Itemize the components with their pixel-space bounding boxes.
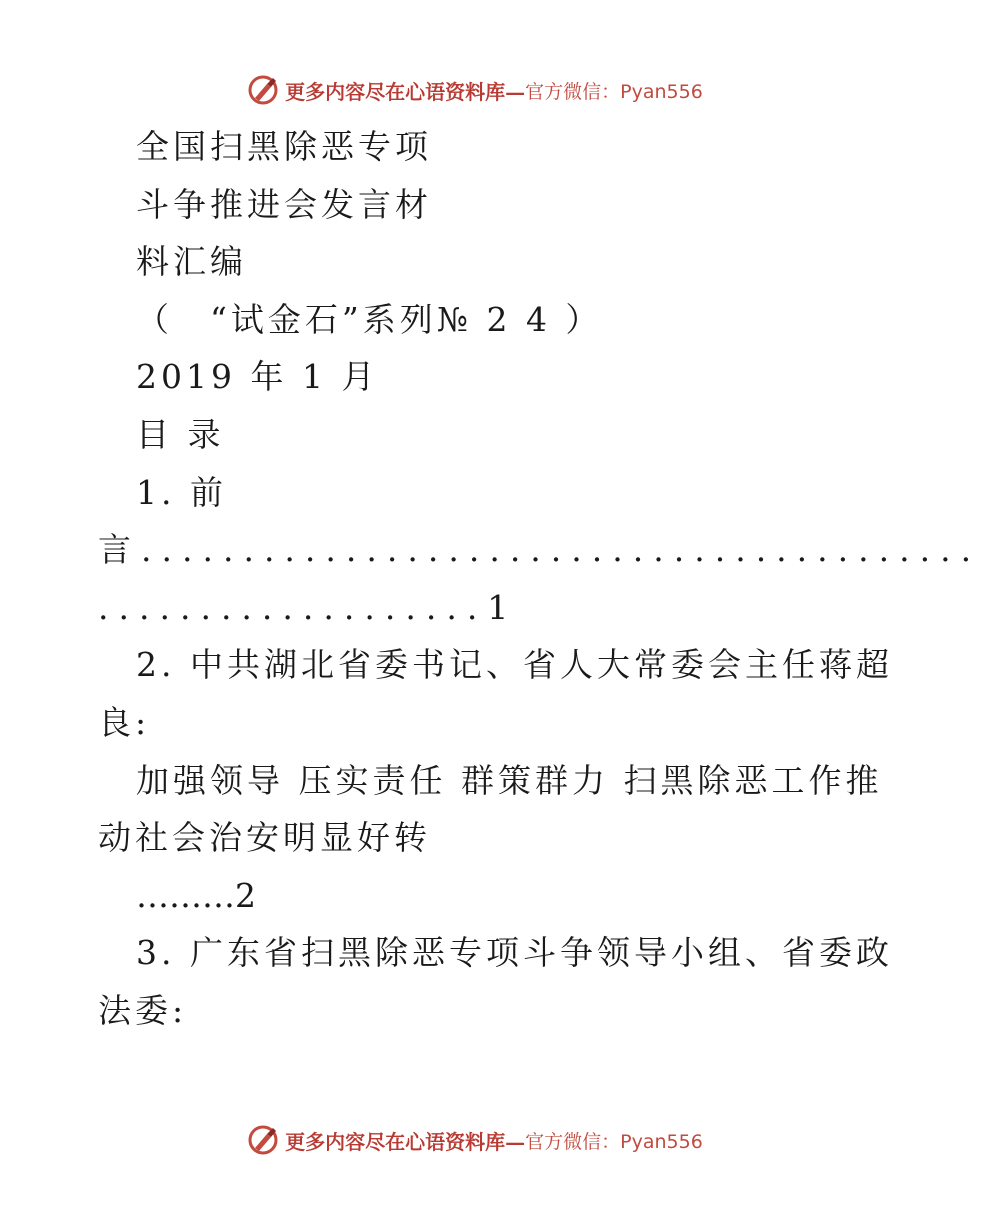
toc-item-3-line-1: 3. 广东省扫黑除恶专项斗争领导小组、省委政 <box>136 933 893 973</box>
banner-text: 更多内容尽在心语资料库— <box>285 1129 526 1154</box>
banner-contact: 官方微信：Pyan556 <box>525 1130 703 1153</box>
toc-item-2-title-1: 加强领导 压实责任 群策群力 扫黑除恶工作推 <box>136 760 883 800</box>
pen-in-circle-logo-icon <box>247 74 279 106</box>
toc-item-1-number: 1. 前 <box>136 472 227 512</box>
toc-item-1-dots: 言......................................... <box>98 530 981 570</box>
title-line-1: 全国扫黑除恶专项 <box>136 127 432 166</box>
toc-item-2-title-2: 动社会治安明显好转 <box>98 818 431 858</box>
title-line-2: 斗争推进会发言材 <box>136 184 432 224</box>
toc-item-1-page: ...................1 <box>98 587 519 627</box>
toc-item-3-line-2: 法委: <box>98 990 188 1030</box>
date-line: 2019 年 1 月 <box>136 357 379 397</box>
toc-heading: 目 录 <box>136 414 225 454</box>
toc-item-2-line-2: 良: <box>98 702 151 742</box>
series-line: （ “试金石”系列№ 2 4 ） <box>136 299 603 339</box>
banner-text: 更多内容尽在心语资料库— <box>285 79 526 104</box>
toc-item-2-line-1: 2. 中共湖北省委书记、省人大常委会主任蒋超 <box>136 645 893 685</box>
top-watermark-banner <box>0 70 950 110</box>
toc-item-2-page: ………2 <box>136 875 256 915</box>
document-body <box>98 118 981 1040</box>
banner-contact: 官方微信：Pyan556 <box>525 80 703 103</box>
pen-in-circle-logo-icon <box>247 1124 279 1156</box>
bottom-watermark-banner <box>0 1120 950 1160</box>
title-line-3: 料汇编 <box>136 242 247 282</box>
